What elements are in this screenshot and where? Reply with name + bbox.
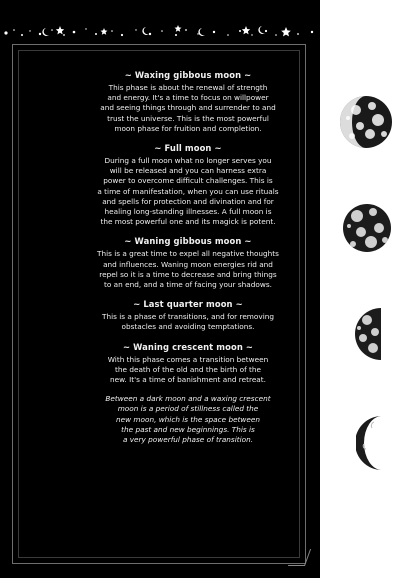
text-line: new. It's a time of banishment and retreat. — [110, 375, 266, 385]
section-body — [86, 355, 290, 386]
star-border — [0, 22, 320, 42]
text-line: the past and new beginnings. This is — [121, 424, 255, 434]
text-line: This is a great time to expel all negative thoughts — [97, 249, 279, 259]
waning-gibbous-moon-icon — [351, 306, 381, 362]
text-line: moon phase for fruition and completion. — [114, 123, 262, 133]
text-line: to an end, and a time of facing your shadows. — [104, 280, 272, 290]
section-waxing-gibbous — [86, 70, 290, 134]
text-line: power to overcome difficult challenges. This is — [103, 176, 273, 186]
text-line: obstacles and avoiding temptations. — [121, 322, 255, 332]
waning-crescent-moon-icon — [356, 414, 382, 472]
text-line: trust the universe. This is the most powerful — [107, 113, 269, 123]
text-line: During a full moon what no longer serves you — [104, 156, 272, 166]
text-line: and energy. It's a time to focus on willpower — [107, 93, 269, 103]
text-line: This phase is about the renewal of strength — [108, 83, 268, 92]
section-body — [86, 312, 290, 332]
text-line: a very powerful phase of transition. — [122, 435, 254, 445]
section-waning-gibbous — [86, 236, 290, 290]
closing-note — [86, 394, 290, 445]
section-heading: ~ Waning gibbous moon ~ — [124, 236, 252, 247]
text-line: and seeing things through and surrender to and — [100, 103, 276, 113]
section-heading: ~ Waxing gibbous moon ~ — [124, 70, 252, 80]
text-line: the death of the old and the birth of the — [115, 364, 261, 374]
text-line: new moon, which is the space between — [116, 414, 260, 424]
text-line: a time of manifestation, when you can use rituals — [97, 186, 279, 196]
section-body — [86, 156, 290, 227]
text-line: Between a dark moon and a waxing crescent — [105, 394, 271, 404]
waxing-gibbous-moon-icon — [338, 94, 394, 150]
text-line: and spells for protection and divination and for — [102, 196, 274, 206]
section-heading: ~ Waning crescent moon ~ — [122, 341, 254, 352]
section-last-quarter — [86, 299, 290, 332]
section-waning-crescent — [86, 342, 290, 386]
text-line: the most powerful one and its magick is potent. — [100, 217, 276, 227]
section-body — [86, 83, 290, 134]
text-line: repel so it is a time to decrease and bring things — [99, 269, 277, 279]
section-body — [86, 249, 290, 290]
text-line: healing long-standing illnesses. A full moon is — [104, 207, 272, 217]
text-line: This is a phase of transitions, and for removing — [102, 312, 274, 322]
text-line: moon is a period of stillness called the — [117, 404, 259, 414]
text-line: and influences. Waning moon energies rid and — [103, 259, 273, 269]
text-line: With this phase comes a transition between — [107, 354, 269, 364]
section-full-moon — [86, 143, 290, 227]
text-line: will be released and you can harness extra — [109, 166, 267, 176]
section-heading: ~ Last quarter moon ~ — [133, 299, 243, 310]
full-moon-icon — [343, 200, 391, 256]
moon-phase-text — [86, 70, 290, 445]
section-heading: ~ Full moon ~ — [154, 143, 222, 154]
